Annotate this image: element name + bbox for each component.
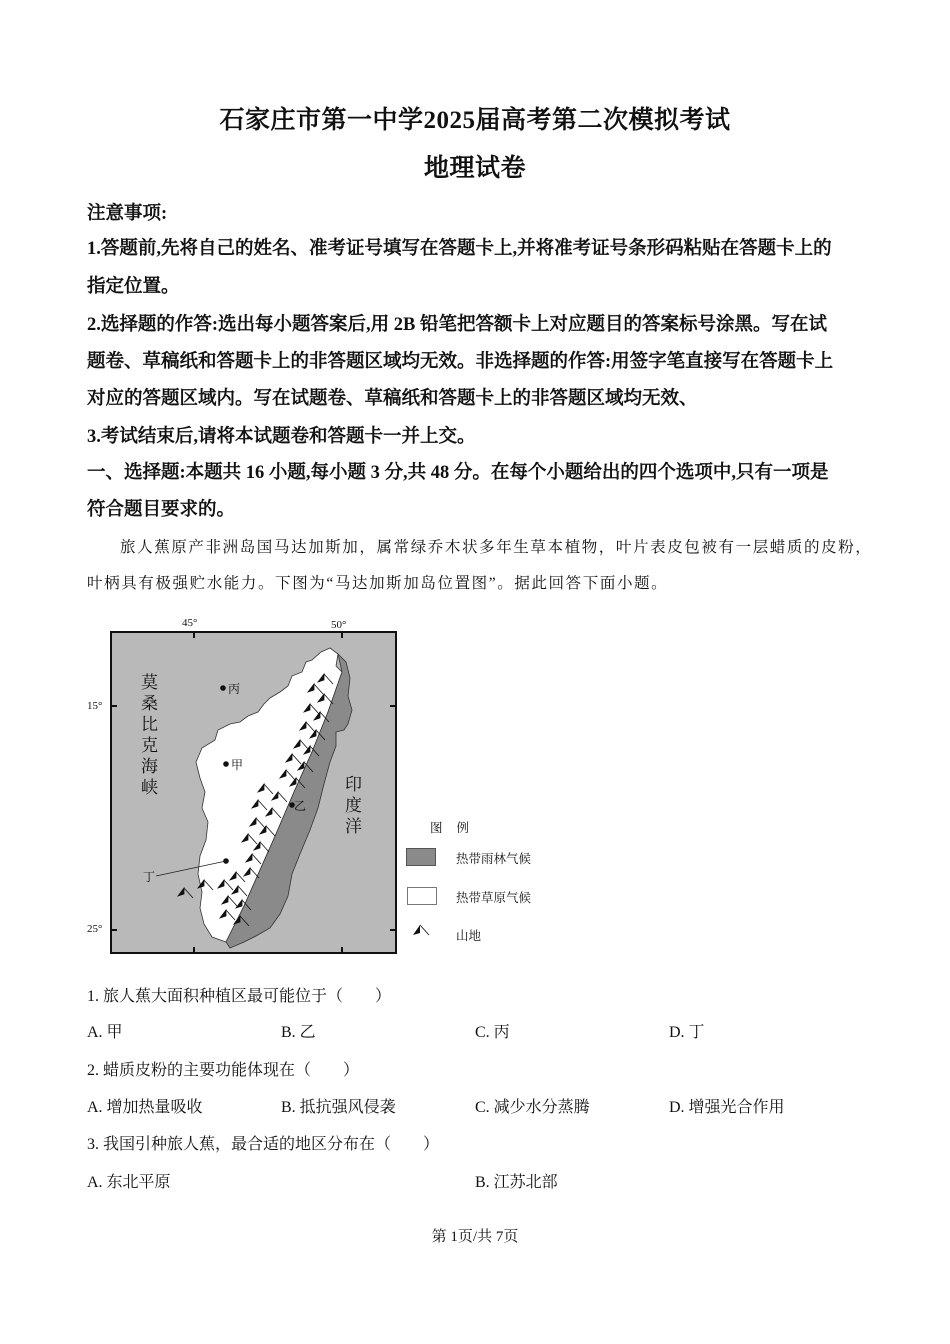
page-number: 第 1页/共 7页: [431, 1229, 519, 1245]
legend-title: 图例: [430, 821, 484, 835]
lat-label-25: 25°: [87, 923, 103, 935]
question-1-stem: 1. 旅人蕉大面积种植区最可能位于（ ）: [87, 988, 392, 1005]
legend-swatch-rainforest: [406, 848, 436, 866]
exam-subtitle: 地理试卷: [423, 155, 526, 182]
lon-label-45: 45°: [182, 617, 198, 629]
question-2-stem: 2. 蜡质皮粉的主要功能体现在（ ）: [87, 1062, 360, 1079]
point-bing-marker: [220, 685, 226, 691]
notice-line: 题卷、草稿纸和答题卡上的非答题区域均无效。非选择题的作答:用签字笔直接写在答题卡上: [87, 352, 834, 372]
legend-label-savanna: 热带草原气候: [456, 891, 532, 905]
notice-line: 1.答题前,先将自己的姓名、准考证号填写在答题卡上,并将准考证号条形码粘贴在答题卡上的: [87, 239, 832, 259]
point-bing-label: 丙: [228, 682, 241, 696]
point-ding-label: 丁: [143, 870, 156, 884]
legend-label-mountain: 山地: [456, 929, 482, 943]
question-1-option-d: D. 丁: [669, 1024, 705, 1041]
passage-line: 旅人蕉原产非洲岛国马达加斯加，属常绿乔木状多年生草本植物，叶片表皮包被有一层蜡质的皮粉，: [120, 539, 873, 556]
section-instruction: 一、选择题:本题共 16 小题,每小题 3 分,共 48 分。在每个小题给出的四个选项中,只有一项是: [87, 463, 829, 483]
passage-line: 叶柄具有极强贮水能力。下图为“马达加斯加岛位置图”。据此回答下面小题。: [87, 575, 669, 592]
question-2-option-c: C. 减少水分蒸腾: [475, 1099, 590, 1116]
point-yi-label: 乙: [294, 799, 307, 813]
question-2-option-d: D. 增强光合作用: [669, 1099, 785, 1116]
mozambique-channel-label: 莫 桑 比 克 海 峡: [141, 673, 158, 797]
notice-line: 指定位置。: [87, 277, 180, 297]
indian-ocean-label: 印 度 洋: [345, 775, 362, 836]
point-jia-label: 甲: [231, 758, 244, 772]
question-2-option-a: A. 增加热量吸收: [87, 1099, 203, 1116]
lon-label-50: 50°: [331, 619, 347, 631]
section-instruction: 符合题目要求的。: [87, 500, 236, 520]
question-1-option-a: A. 甲: [87, 1024, 123, 1041]
question-1-option-c: C. 丙: [475, 1024, 510, 1041]
question-3-option-b: B. 江苏北部: [475, 1174, 558, 1191]
notice-line: 3.考试结束后,请将本试题卷和答题卡一并上交。: [87, 427, 476, 447]
point-jia-marker: [223, 761, 229, 767]
question-1-option-b: B. 乙: [281, 1024, 316, 1041]
legend-swatch-savanna: [407, 887, 437, 905]
question-2-option-b: B. 抵抗强风侵袭: [281, 1099, 396, 1116]
mountain-icon: [412, 924, 434, 938]
legend-label-rainforest: 热带雨林气候: [456, 852, 532, 866]
question-3-option-a: A. 东北平原: [87, 1174, 171, 1191]
exam-title: 石家庄市第一中学2025届高考第二次模拟考试: [219, 107, 731, 134]
notice-heading: 注意事项:: [87, 204, 168, 224]
lat-label-15: 15°: [87, 700, 103, 712]
question-3-stem: 3. 我国引种旅人蕉，最合适的地区分布在（ ）: [87, 1136, 440, 1153]
madagascar-location-map: [80, 612, 580, 962]
notice-line: 2.选择题的作答:选出每小题答案后,用 2B 铅笔把答额卡上对应题目的答案标号涂黑。写在试: [87, 315, 828, 335]
notice-line: 对应的答题区域内。写在试题卷、草稿纸和答题卡上的非答题区域均无效、: [87, 389, 698, 409]
